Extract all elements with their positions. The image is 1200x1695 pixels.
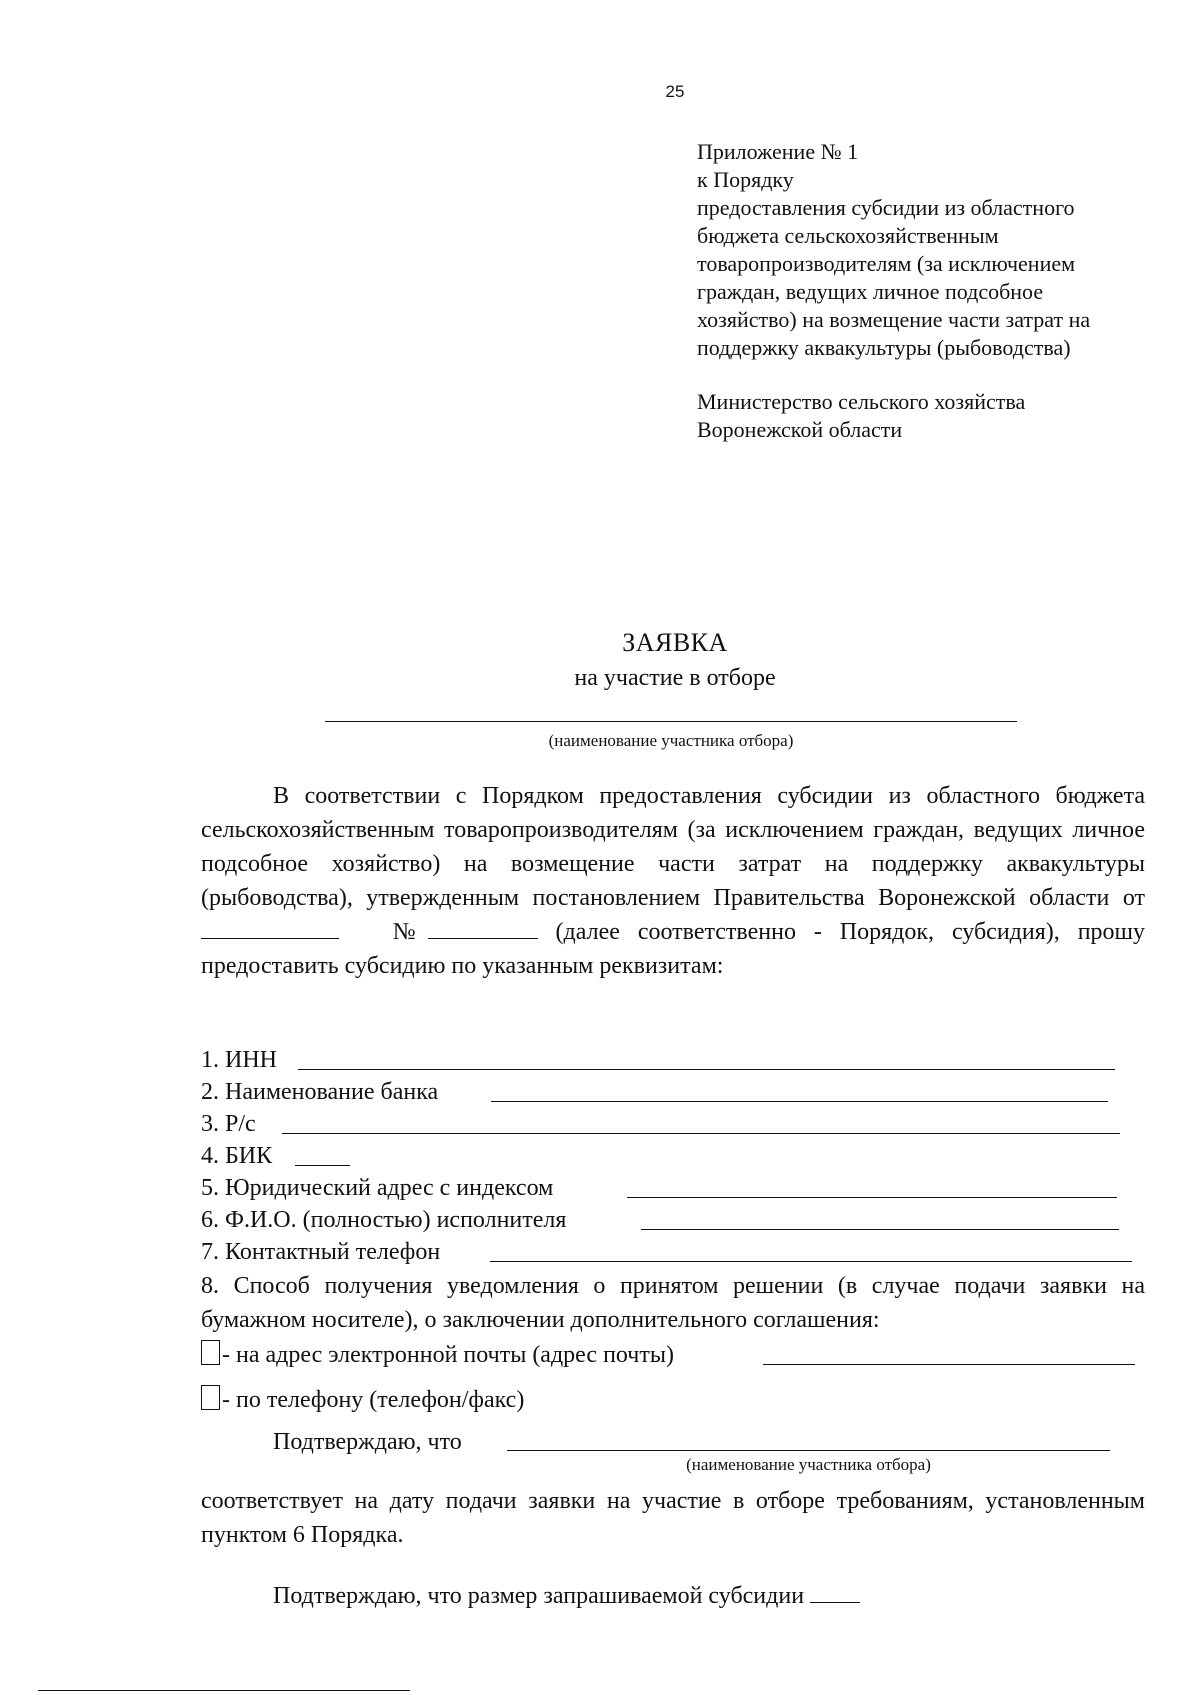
document-subtitle: на участие в отборе	[574, 665, 776, 691]
appendix-line: хозяйство) на возмещение части затрат на	[697, 307, 1091, 332]
field-legal-address	[201, 1172, 1145, 1204]
confirmation-line: Подтверждаю, что	[273, 1429, 462, 1455]
notification-method-text: 8. Способ получения уведомления о принятом решении (в случае подачи заявки на бумажном носителе), о заключении дополнительного соглашения:	[201, 1273, 1145, 1333]
option-phone	[201, 1384, 524, 1416]
appendix-line: Приложение № 1	[697, 139, 859, 164]
email-option-label: - на адрес электронной почты (адрес почты)	[222, 1342, 674, 1368]
appendix-line: граждан, ведущих личное подсобное	[697, 279, 1044, 304]
appendix-header	[697, 138, 1157, 444]
appendix-line: товаропроизводителям (за исключением	[697, 251, 1076, 276]
field-inn	[201, 1044, 1145, 1076]
phone-option-label: - по телефону (телефон/факс)	[222, 1387, 525, 1413]
confirmation-caption: (наименование участника отбора)	[686, 1455, 931, 1474]
field-label: 6. Ф.И.О. (полностью) исполнителя	[201, 1207, 567, 1233]
addressee	[697, 388, 1157, 444]
email-address-input-line[interactable]	[763, 1364, 1135, 1365]
legal-address-input-line[interactable]	[627, 1197, 1117, 1198]
document-title: ЗАЯВКА	[622, 628, 728, 657]
participant-name-blank[interactable]	[325, 721, 1017, 722]
addressee-line: Воронежской области	[697, 417, 903, 442]
field-account	[201, 1108, 1145, 1140]
subsidy-amount-line	[273, 1580, 860, 1612]
bik-input-line[interactable]	[295, 1165, 350, 1166]
executor-name-input-line[interactable]	[641, 1229, 1119, 1230]
field-executor-name	[201, 1204, 1145, 1236]
addressee-line: Министерство сельского хозяйства	[697, 389, 1026, 414]
field-label: 3. Р/с	[201, 1111, 256, 1137]
email-checkbox[interactable]	[201, 1340, 220, 1365]
intro-text-part1: В соответствии с Порядком предоставления субсидии из областного бюджета сельскохозяйственным товаропроизводителям (за исключением граждан, ведущих личное подсобное хозяйство) на возмещение части затрат на поддержку аквакультуры (рыбоводства), утвержденным постановлением Правительства Воронежской области от	[201, 783, 1145, 911]
appendix-line: предоставления субсидии из областного	[697, 195, 1075, 220]
subsidy-amount-label: Подтверждаю, что размер запрашиваемой субсидии	[273, 1583, 805, 1609]
number-sign: №	[392, 919, 428, 945]
footnote-separator	[38, 1690, 410, 1691]
phone-checkbox[interactable]	[201, 1385, 220, 1410]
appendix-line: поддержку аквакультуры (рыбоводства)	[697, 335, 1071, 360]
intro-paragraph	[201, 779, 1145, 983]
field-label: 2. Наименование банка	[201, 1079, 439, 1105]
option-email	[201, 1339, 674, 1371]
conclusion-paragraph: соответствует на дату подачи заявки на участие в отборе требованиям, установленным пунктом 6 Порядка.	[201, 1488, 1145, 1548]
intro-text-part2: (далее соответственно - Порядок, субсидия), прошу предоставить субсидию по указанным реквизитам:	[201, 919, 1146, 979]
bank-name-input-line[interactable]	[491, 1101, 1108, 1102]
requisites-list	[201, 1044, 1145, 1268]
field-label: 5. Юридический адрес с индексом	[201, 1175, 554, 1201]
page-number: 25	[665, 82, 685, 101]
field-bik	[201, 1140, 1145, 1172]
confirmation-participant-blank[interactable]	[507, 1450, 1110, 1451]
appendix-line: бюджета сельскохозяйственным	[697, 223, 999, 248]
field-label: 7. Контактный телефон	[201, 1239, 441, 1265]
appendix-line: к Порядку	[697, 167, 794, 192]
field-contact-phone	[201, 1236, 1145, 1268]
subsidy-amount-blank[interactable]	[810, 1580, 860, 1603]
field-label: 4. БИК	[201, 1143, 273, 1169]
participant-name-caption: (наименование участника отбора)	[548, 731, 794, 750]
field-bank-name	[201, 1076, 1145, 1108]
date-blank[interactable]	[201, 916, 339, 939]
inn-input-line[interactable]	[298, 1069, 1115, 1070]
field-label: 1. ИНН	[201, 1047, 277, 1073]
account-input-line[interactable]	[282, 1133, 1120, 1134]
number-blank[interactable]	[428, 916, 538, 939]
contact-phone-input-line[interactable]	[490, 1261, 1132, 1262]
